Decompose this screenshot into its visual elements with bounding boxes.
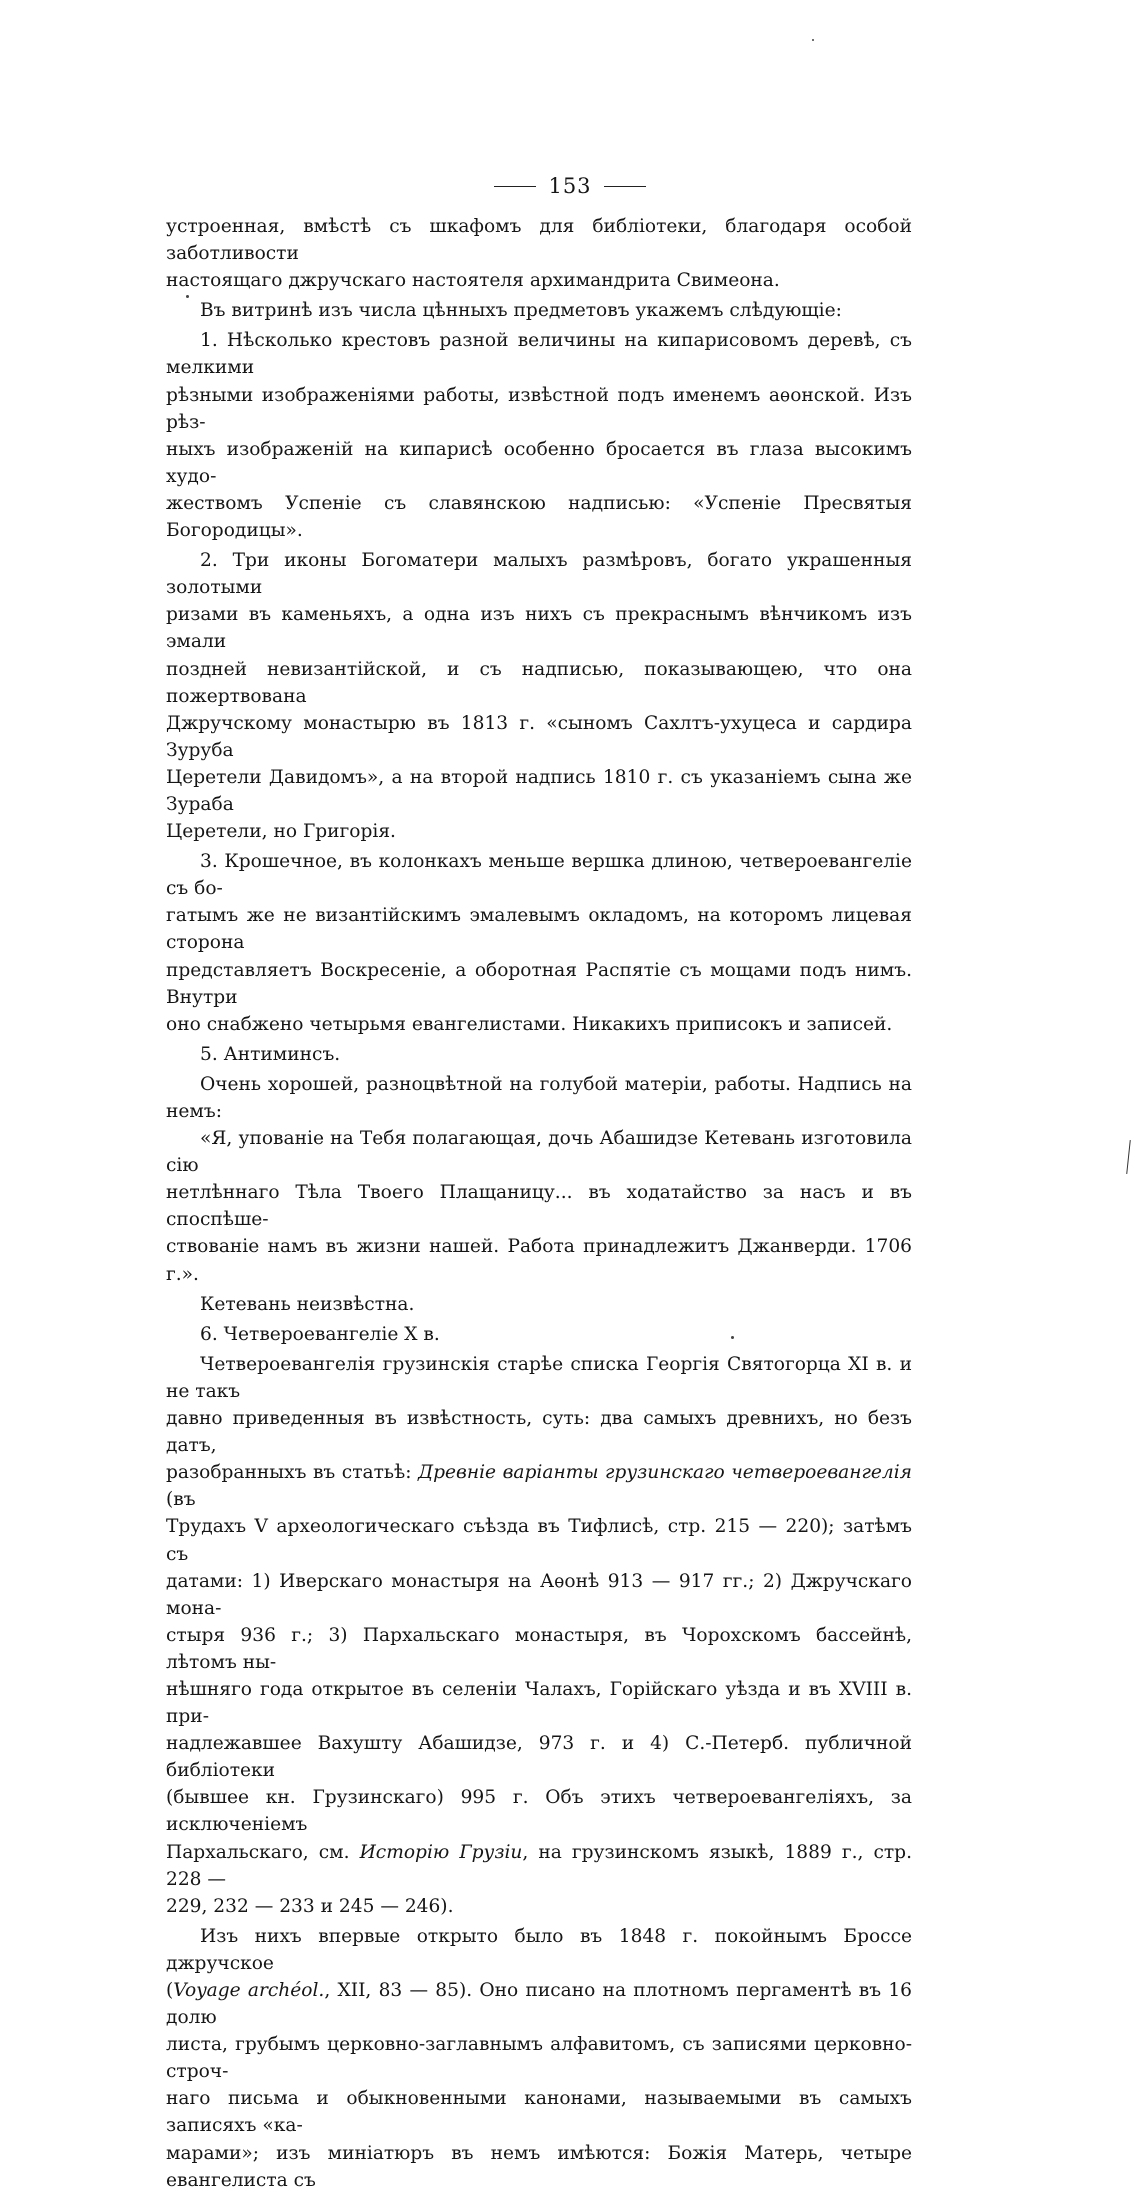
text-line: 3. Крошечное, въ колонкахъ меньше вершка длиною, четвероевангеліе съ бо- xyxy=(166,851,912,900)
text-line: «Я, упованіе на Тебя полагающая, дочь Абашидзе Кетевань изготовила сію xyxy=(166,1128,912,1177)
text-line: Церетели, но Григорія. xyxy=(166,821,396,843)
text-line: Четвероевангелія грузинскія старѣе списка Георгія Святогорца XI в. и не такъ xyxy=(166,1353,912,1402)
text-line: Трудахъ V археологическаго съѣзда въ Тифлисѣ, стр. 215 — 220); затѣмъ съ xyxy=(166,1516,912,1565)
text-segment: разобранныхъ въ статьѣ: xyxy=(166,1462,419,1484)
text-line: Джручскому монастырю въ 1813 г. «сыномъ Сахлтъ-ухуцеса и сардира Зуруба xyxy=(166,712,912,761)
scan-speck xyxy=(812,39,814,41)
text-segment: (въ xyxy=(166,1489,196,1511)
text-line: Очень хорошей, разноцвѣтной на голубой матеріи, работы. Надпись на немъ: xyxy=(166,1073,912,1122)
text-line: рѣзными изображеніями работы, извѣстной подъ именемъ аѳонской. Изъ рѣз- xyxy=(166,384,912,433)
text-line: наго письма и обыкновенными канонами, называемыми въ самыхъ записяхъ «ка- xyxy=(166,2088,912,2137)
text-line: настоящаго джручскаго настоятеля архимандрита Свимеона. xyxy=(166,270,780,292)
book-title: Voyage archéol. xyxy=(173,1980,325,2001)
text-line: 2. Три иконы Богоматери малыхъ размѣровъ, богато украшенныя золотыми xyxy=(166,550,912,599)
text-line xyxy=(166,1459,912,1513)
body-text xyxy=(166,213,912,2194)
scan-speck xyxy=(731,1336,734,1339)
text-line: устроенная, вмѣстѣ съ шкафомъ для библіотеки, благодаря особой заботливости xyxy=(166,216,912,265)
text-line: ризами въ каменьяхъ, а одна изъ нихъ съ прекраснымъ вѣнчикомъ изъ эмали xyxy=(166,604,912,653)
text-line: ныхъ изображеній на кипарисѣ особенно бросается въ глаза высокимъ худо- xyxy=(166,438,912,487)
text-line: поздней невизантійской, и съ надписью, показывающею, что она пожертвована xyxy=(166,658,912,707)
text-line: 5. Антиминсъ. xyxy=(200,1043,341,1065)
text-segment: Пархальскаго, см. xyxy=(166,1841,360,1863)
text-line: датами: 1) Иверскаго монастыря на Аѳонѣ 913 — 917 гг.; 2) Джручскаго мона- xyxy=(166,1570,912,1619)
book-title: Исторію Грузіи xyxy=(359,1841,523,1863)
text-segment: , XII, 83 — 85). Оно писано на плотномъ пергаментѣ въ 16 долю xyxy=(166,1980,912,2029)
text-line: оно снабжено четырьмя евангелистами. Никакихъ приписокъ и записей. xyxy=(166,1013,893,1035)
text-line: нетлѣннаго Тѣла Твоего Плащаницу... въ ходатайство за насъ и въ споспѣше- xyxy=(166,1182,912,1231)
text-line: (бывшее кн. Грузинскаго) 995 г. Объ этихъ четвероевангеліяхъ, за исключеніемъ xyxy=(166,1787,912,1836)
text-line: Въ витринѣ изъ числа цѣнныхъ предметовъ укажемъ слѣдующіе: xyxy=(200,300,842,322)
text-line: Изъ нихъ впервые открыто было въ 1848 г. покойнымъ Броссе джручское xyxy=(166,1925,912,1974)
page-header xyxy=(0,172,1140,200)
text-line: жествомъ Успеніе съ славянскою надписью: «Успеніе Пресвятыя Богородицы». xyxy=(166,492,912,542)
scan-speck xyxy=(186,295,189,298)
text-line: нѣшняго года открытое въ селеніи Чалахъ, Горійскаго уѣзда и въ XVIII в. при- xyxy=(166,1678,912,1728)
text-line: Церетели Давидомъ», а на второй надпись 1810 г. съ указаніемъ сына же Зураба xyxy=(166,766,912,815)
text-line: ствованіе намъ въ жизни нашей. Работа принадлежитъ Джанверди. 1706 г.». xyxy=(166,1236,912,1285)
text-line: 229, 232 — 233 и 245 — 246). xyxy=(166,1895,454,1917)
text-line: листа, грубымъ церковно-заглавнымъ алфавитомъ, съ записями церковно-строч- xyxy=(166,2034,912,2083)
text-line xyxy=(166,1977,912,2031)
page-number: 153 xyxy=(548,174,592,198)
text-segment: ( xyxy=(166,1980,174,2001)
text-line xyxy=(166,1839,912,1893)
text-line: представляетъ Воскресеніе, а оборотная Распятіе съ мощами подъ нимъ. Внутри xyxy=(166,959,912,1008)
text-line: 1. Нѣсколько крестовъ разной величины на кипарисовомъ деревѣ, съ мелкими xyxy=(166,330,912,379)
text-line: стыря 936 г.; 3) Пархальскаго монастыря, въ Чорохскомъ бассейнѣ, лѣтомъ ны- xyxy=(166,1624,912,1673)
text-segment: , на грузинскомъ языкѣ, 1889 г., стр. 228 — xyxy=(166,1841,912,1890)
text-line: надлежавшее Вахушту Абашидзе, 973 г. и 4) С.-Петерб. публичной библіотеки xyxy=(166,1733,912,1782)
text-line: 6. Четвероевангеліе X в. xyxy=(200,1323,440,1345)
text-line: гатымъ же не византійскимъ эмалевымъ окладомъ, на которомъ лицевая сторона xyxy=(166,905,912,954)
header-rule-left xyxy=(494,186,536,187)
margin-mark xyxy=(1126,1140,1131,1174)
text-line: Кетевань неизвѣстна. xyxy=(200,1293,415,1315)
text-line: марами»; изъ миніатюръ въ немъ имѣются: Божія Матерь, четыре евангелиста съ xyxy=(166,2142,912,2191)
article-title: Древніе варіанты грузинскаго четвероевангелія xyxy=(418,1462,912,1484)
text-line: давно приведенныя въ извѣстность, суть: два самыхъ древнихъ, но безъ датъ, xyxy=(166,1408,912,1457)
header-rule-right xyxy=(604,186,646,187)
